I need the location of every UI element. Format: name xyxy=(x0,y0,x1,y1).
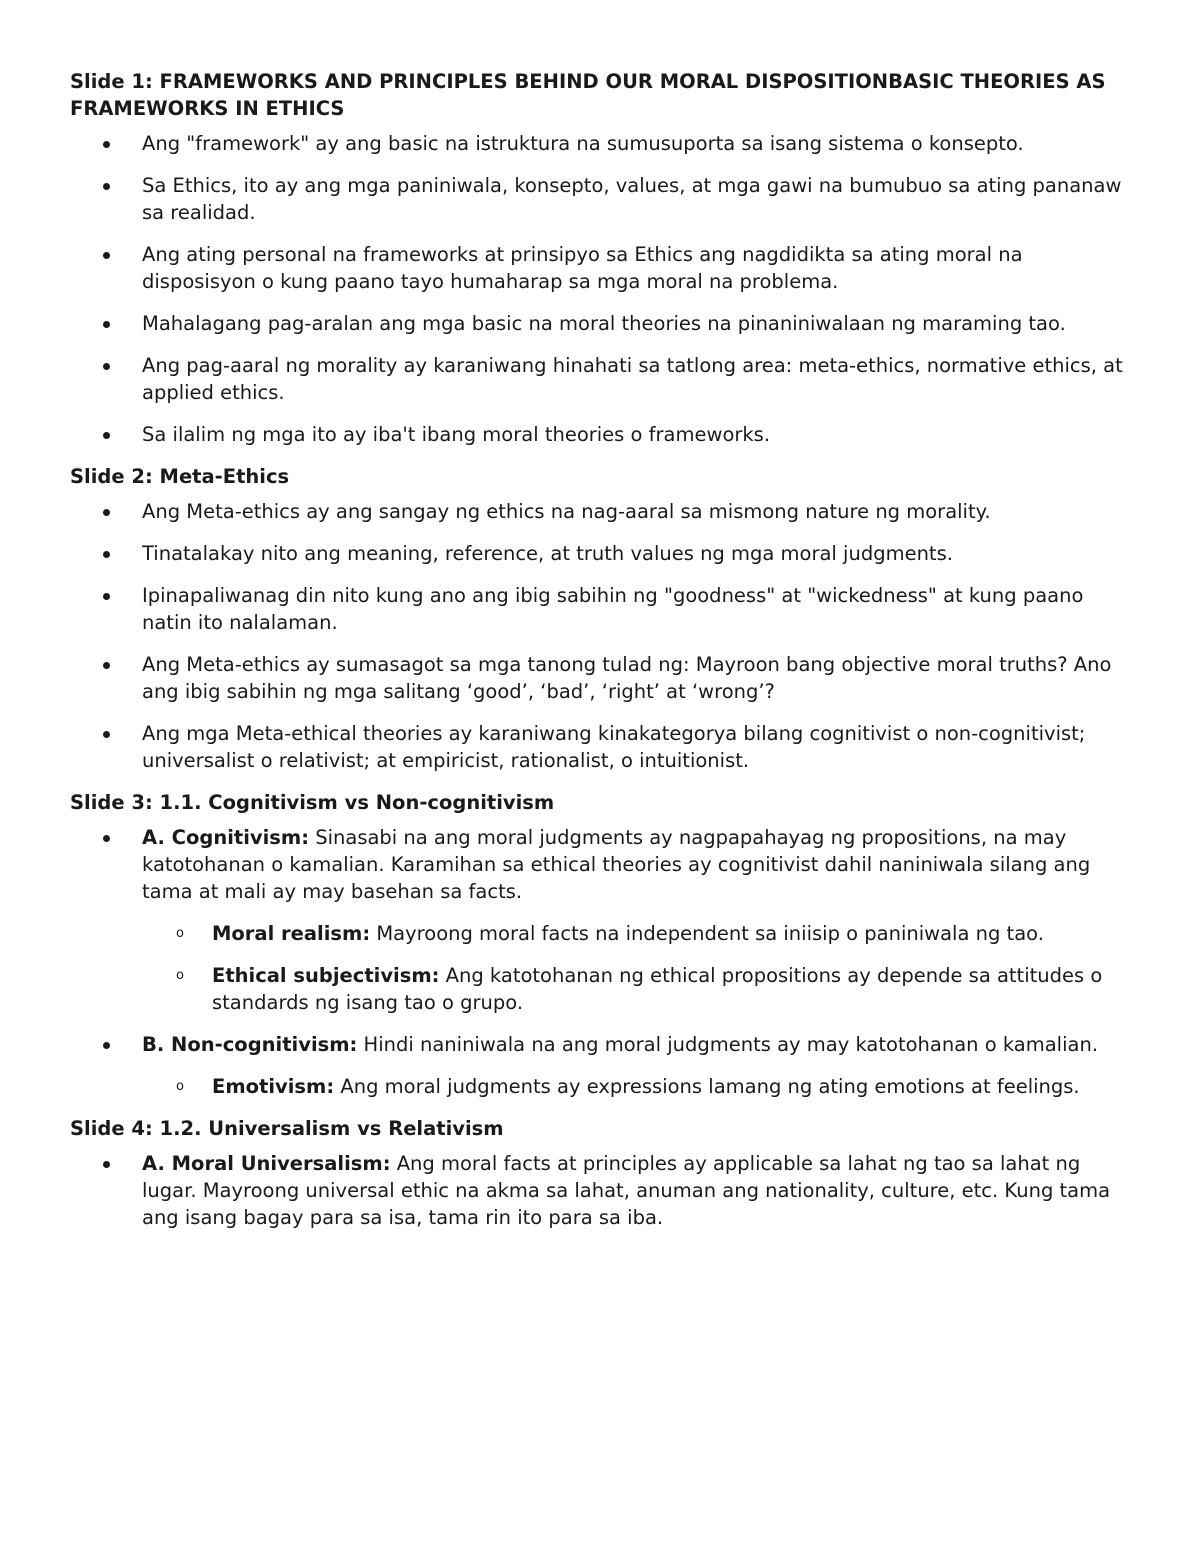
bullet-icon xyxy=(103,432,110,439)
list-item: Ang ating personal na frameworks at prinsipyo sa Ethics ang nagdidikta sa ating moral na disposisyon o kung paano tayo humaharap sa mga moral na problema. xyxy=(70,241,1132,295)
document-page xyxy=(70,68,1132,1246)
bullet-icon xyxy=(103,835,110,842)
bullet-icon xyxy=(103,662,110,669)
term-label: Moral realism: xyxy=(212,922,371,945)
term-label: A. Cognitivism: xyxy=(142,826,310,849)
list-item: Tinatalakay nito ang meaning, reference, at truth values ng mga moral judgments. xyxy=(70,540,1132,567)
list-item: Ipinapaliwanag din nito kung ano ang ibig sabihin ng "goodness" at "wickedness" at kung paano natin ito nalalaman. xyxy=(70,582,1132,636)
bullet-icon xyxy=(103,593,110,600)
bullet-icon xyxy=(103,731,110,738)
term-label: Emotivism: xyxy=(212,1075,335,1098)
sub-list-item: o Emotivism: Ang moral judgments ay expressions lamang ng ating emotions at feelings. xyxy=(176,1075,1080,1098)
list-item: B. Non-cognitivism: Hindi naniniwala na ang moral judgments ay may katotohanan o kamalian. o Emotivism: Ang moral judgments ay expressions lamang ng ating emotions at feelings. xyxy=(70,1031,1132,1100)
slide-3-heading: Slide 3: 1.1. Cognitivism vs Non-cognitivism xyxy=(70,791,555,814)
list-item: Ang "framework" ay ang basic na istruktura na sumusuporta sa isang sistema o konsepto. xyxy=(70,130,1132,157)
list-item: Ang pag-aaral ng morality ay karaniwang hinahati sa tatlong area: meta-ethics, normative ethics, at applied ethics. xyxy=(70,352,1132,406)
slide-3-bullets xyxy=(70,824,1132,1100)
bullet-icon xyxy=(103,183,110,190)
slide-4-section xyxy=(70,1115,1132,1231)
bullet-icon xyxy=(103,551,110,558)
list-item: A. Cognitivism: Sinasabi na ang moral judgments ay nagpapahayag ng propositions, na may katotohanan o kamalian. Karamihan sa ethical theories ay cognitivist dahil naniniwala silang ang tama at mali ay may basehan sa facts. o Moral realism: Mayroong moral facts na independent sa iniisip o paniniwala ng tao. o Ethical subjectivism: Ang katotohanan ng ethical propositions ay depende sa attitudes o standards ng isang tao o grupo. xyxy=(70,824,1132,1016)
bullet-icon xyxy=(103,1042,110,1049)
slide-1-heading: Slide 1: FRAMEWORKS AND PRINCIPLES BEHIND OUR MORAL DISPOSITIONBASIC THEORIES AS FRAMEWORKS IN ETHICS xyxy=(70,70,1106,120)
list-item: A. Moral Universalism: Ang moral facts at principles ay applicable sa lahat ng tao sa lahat ng lugar. Mayroong universal ethic na akma sa lahat, anuman ang nationality, culture, etc. Kung tama ang isang bagay para sa isa, tama rin ito para sa iba. xyxy=(70,1150,1132,1231)
slide-2-heading: Slide 2: Meta-Ethics xyxy=(70,465,290,488)
bullet-icon xyxy=(103,321,110,328)
slide-2-section xyxy=(70,463,1132,774)
slide-4-heading: Slide 4: 1.2. Universalism vs Relativism xyxy=(70,1117,504,1140)
circle-bullet-icon: o xyxy=(176,926,184,941)
term-label: A. Moral Universalism: xyxy=(142,1152,391,1175)
list-item: Ang Meta-ethics ay ang sangay ng ethics na nag-aaral sa mismong nature ng morality. xyxy=(70,498,1132,525)
list-item: Ang Meta-ethics ay sumasagot sa mga tanong tulad ng: Mayroon bang objective moral truths? Ano ang ibig sabihin ng mga salitang ‘good’, ‘bad’, ‘right’ at ‘wrong’? xyxy=(70,651,1132,705)
circle-bullet-icon: o xyxy=(176,968,184,983)
list-item: Sa ilalim ng mga ito ay iba't ibang moral theories o frameworks. xyxy=(70,421,1132,448)
slide-2-bullets xyxy=(70,498,1132,774)
list-item: Mahalagang pag-aralan ang mga basic na moral theories na pinaniniwalaan ng maraming tao. xyxy=(70,310,1132,337)
slide-3-section xyxy=(70,789,1132,1100)
sub-list xyxy=(142,1073,1132,1100)
sub-list xyxy=(142,920,1132,1016)
term-label: Ethical subjectivism: xyxy=(212,964,440,987)
slide-4-bullets xyxy=(70,1150,1132,1231)
term-label: B. Non-cognitivism: xyxy=(142,1033,358,1056)
list-item: Ang mga Meta-ethical theories ay karaniwang kinakategorya bilang cognitivist o non-cognitivist; universalist o relativist; at empiricist, rationalist, o intuitionist. xyxy=(70,720,1132,774)
list-item: Sa Ethics, ito ay ang mga paniniwala, konsepto, values, at mga gawi na bumubuo sa ating pananaw sa realidad. xyxy=(70,172,1132,226)
slide-1-section xyxy=(70,68,1132,448)
bullet-icon xyxy=(103,141,110,148)
sub-list-item: o Ethical subjectivism: Ang katotohanan ng ethical propositions ay depende sa attitudes o standards ng isang tao o grupo. xyxy=(176,964,1103,1014)
circle-bullet-icon: o xyxy=(176,1079,184,1094)
slide-1-bullets xyxy=(70,130,1132,448)
bullet-icon xyxy=(103,252,110,259)
bullet-icon xyxy=(103,509,110,516)
bullet-icon xyxy=(103,363,110,370)
sub-list-item: o Moral realism: Mayroong moral facts na independent sa iniisip o paniniwala ng tao. xyxy=(176,922,1044,945)
bullet-icon xyxy=(103,1161,110,1168)
